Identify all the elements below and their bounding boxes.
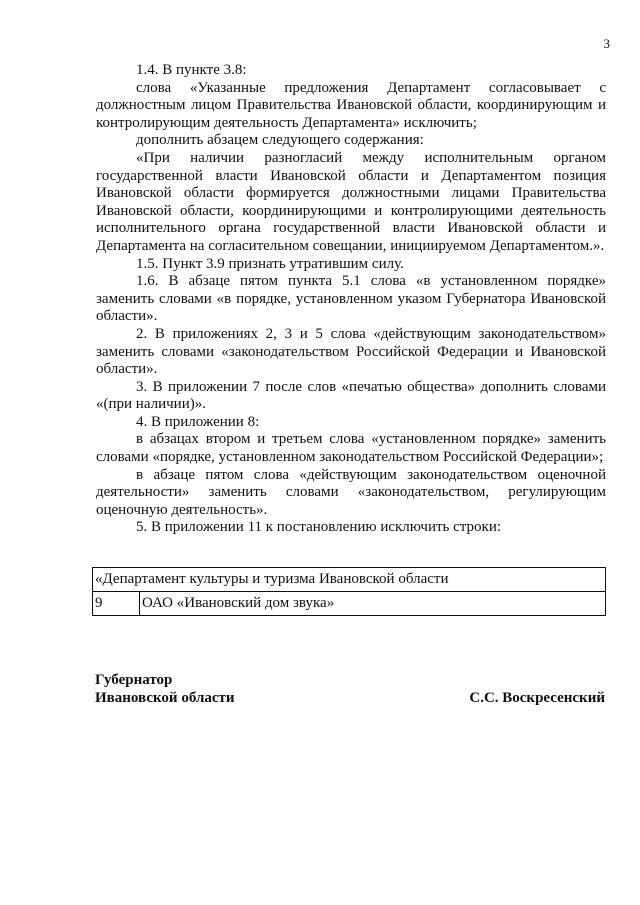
signature-name: С.С. Воскресенский [469,690,605,706]
paragraph-2: 2. В приложениях 2, 3 и 5 слова «действующим законодательством» заменить словами «законодательством Российской Федерации и Ивановской области». [96,325,606,378]
paragraph-4-b: в абзаце пятом слова «действующим законодательством оценочной деятельности» заменить словами «законодательством, регулирующим оценочную деятельность». [96,466,606,518]
paragraph-3: 3. В приложении 7 после слов «печатью общества» дополнить словами «(при наличии)». [96,378,606,413]
signature-title-line1: Губернатор [95,672,173,688]
signature-block [95,671,605,707]
excluded-rows-table [92,567,606,616]
paragraph-1-6: 1.6. В абзаце пятом пункта 5.1 слова «в установленном порядке» заменить словами «в порядке, установленном указом Губернатора Ивановской области». [96,273,606,325]
paragraph-1-4-add: дополнить абзацем следующего содержания: [136,132,424,149]
table-cell-department: «Департамент культуры и туризма Ивановской области [93,568,606,592]
document-body [96,62,606,537]
table-row [93,592,606,616]
table-cell-organization: ОАО «Ивановский дом звука» [140,592,606,616]
table-row [93,568,606,592]
paragraph-1-4-quote: «При наличии разногласий между исполнительным органом государственной власти Ивановской области и Департаментом позиция Ивановской области формируется должностными лицами Правительства Ивановской области, координирующими и контролирующими деятельность исполнительного органа государственной власти Ивановской области и Департамента на согласительном совещании, инициируемом Департаментом.». [96,149,606,254]
page-number: 3 [603,36,610,51]
paragraph-1-5: 1.5. Пункт 3.9 признать утратившим силу. [136,255,404,272]
paragraph-1-4-words: слова «Указанные предложения Департамент согласовывает с должностным лицом Правительства Ивановской области, координирующим и контролирующим деятельность Департамента» исключить; [96,79,606,131]
paragraph-4: 4. В приложении 8: [136,413,260,430]
signature-title-line2: Ивановской области [95,690,235,706]
paragraph-4-a: в абзацах втором и третьем слова «установленном порядке» заменить словами «порядке, установленном законодательством Российской Федерации»; [96,431,606,466]
table-cell-number: 9 [93,592,140,616]
paragraph-5: 5. В приложении 11 к постановлению исключить строки: [136,519,502,536]
paragraph-1-4: 1.4. В пункте 3.8: [136,62,247,78]
